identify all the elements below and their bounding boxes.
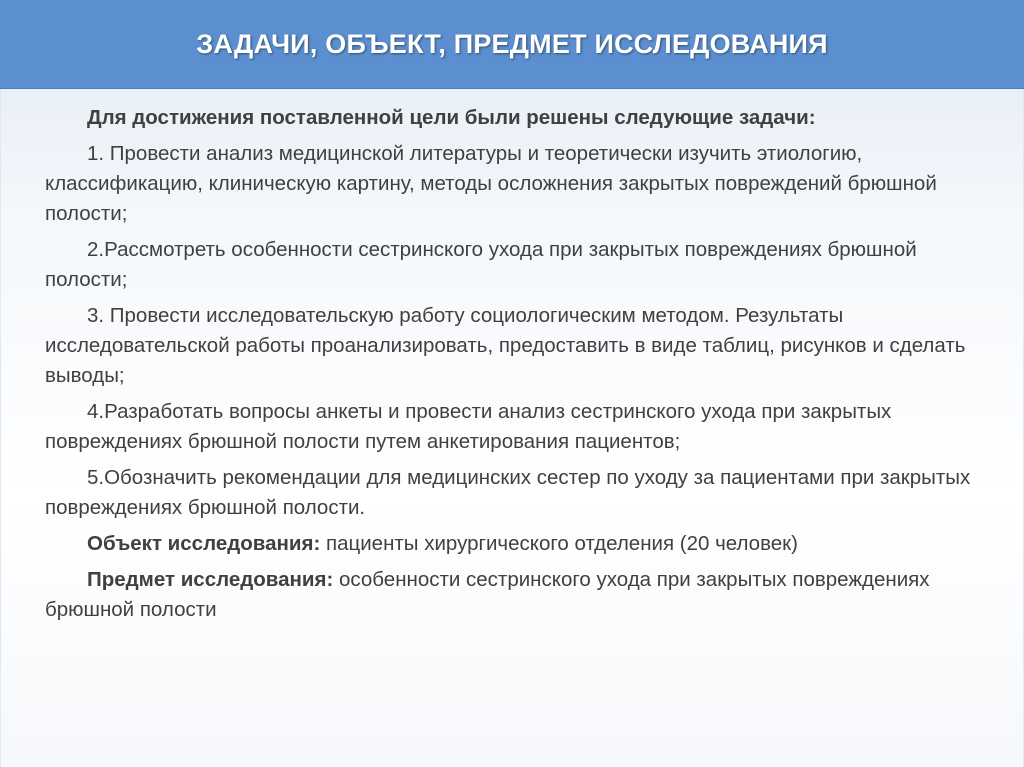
task-item-3: 3. Провести исследовательскую работу социологическим методом. Результаты исследовательской работы проанализировать, предоставить в виде таблиц, рисунков и сделать выводы; <box>45 304 966 387</box>
slide-header <box>0 0 1024 89</box>
research-object <box>45 529 980 559</box>
research-subject <box>45 565 980 625</box>
task-item-2: 2.Рассмотреть особенности сестринского ухода при закрытых повреждениях брюшной полости; <box>45 238 917 291</box>
research-object-label: Объект исследования: <box>87 532 321 555</box>
task-item-1: 1. Провести анализ медицинской литературы и теоретически изучить этиологию, классификацию, клиническую картину, методы осложнения закрытых повреждений брюшной полости; <box>45 142 937 225</box>
slide-content <box>0 89 1024 767</box>
research-subject-label: Предмет исследования: <box>87 568 334 591</box>
slide-title: ЗАДАЧИ, ОБЪЕКТ, ПРЕДМЕТ ИССЛЕДОВАНИЯ <box>196 28 828 59</box>
task-item-5: 5.Обозначить рекомендации для медицинских сестер по уходу за пациентами при закрытых повреждениях брюшной полости. <box>45 466 971 519</box>
text-block <box>45 103 980 631</box>
research-object-text: пациенты хирургического отделения (20 человек) <box>320 532 798 555</box>
task-item-4: 4.Разработать вопросы анкеты и провести анализ сестринского ухода при закрытых повреждениях брюшной полости путем анкетирования пациентов; <box>45 400 892 453</box>
research-subject-text: особенности сестринского ухода при закрытых повреждениях брюшной полости <box>45 568 930 621</box>
intro-text: Для достижения поставленной цели были решены следующие задачи: <box>87 106 816 129</box>
